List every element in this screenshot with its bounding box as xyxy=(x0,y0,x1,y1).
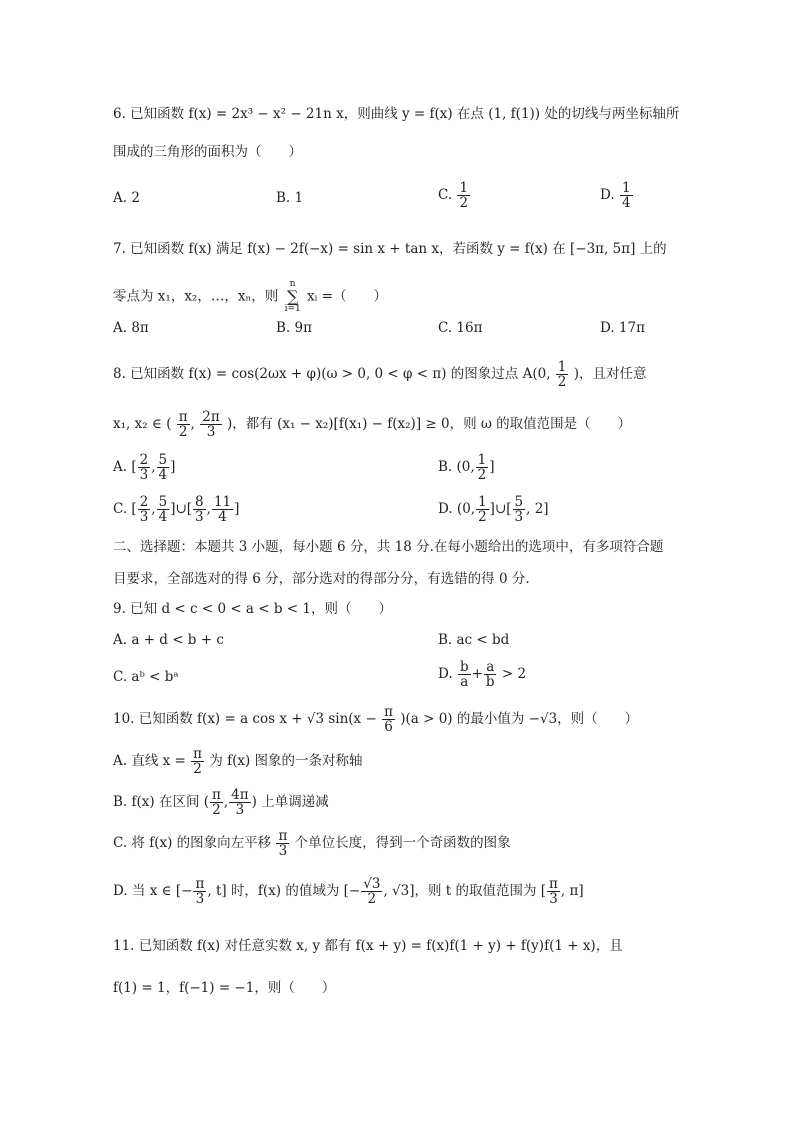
q8-interval-right-fraction: $\frac{2\pi}{3}$ xyxy=(202,409,220,441)
q9-option-a: A. a + d < b + c xyxy=(113,632,224,648)
q7-option-b: B. 9π xyxy=(276,320,312,336)
q6-option-d xyxy=(600,181,634,210)
q9-stem: 9. 已知 d < c < 0 < a < b < 1，则（ ） xyxy=(113,601,393,617)
q6-option-c-fraction: $\frac{1}{2}$ xyxy=(459,180,469,212)
section2-instructions-line1: 二、选择题：本题共 3 小题，每小题 6 分，共 18 分.在每小题给出的选项中，有多项符合题 xyxy=(113,539,664,555)
q9-option-c: C. aᵇ < bᵃ xyxy=(113,669,179,685)
q10-option-a: A. 直线 x = $\frac{\pi}{2}$ 为 f(x) 图象的一条对称轴 xyxy=(113,746,363,778)
q6-option-a: A. 2 xyxy=(113,190,140,206)
q8-option-d: D. (0, $\frac{1}{2}$ ]∪[ $\frac{5}{3}$ , 2] xyxy=(438,494,549,526)
q6-option-b: B. 1 xyxy=(276,190,304,206)
q10-option-b: B. f(x) 在区间 ( $\frac{\pi}{2}$ , $\frac{4\pi}{3}$ ) 上单调递减 xyxy=(113,787,329,819)
q8-option-a: A. [ $\frac{2}{3}$ , $\frac{5}{4}$ ] xyxy=(113,452,176,484)
q8-stem-line2: x₁, x₂ ∈ ( $\frac{\pi}{2}$ , $\frac{2\pi}{3}$ )，都有 (x₁ − x₂)[f(x₁) − f(x₂)] ≥ 0，则 ω 的取值范围是（ ） xyxy=(113,409,632,441)
q8-option-c: C. [ $\frac{2}{3}$ , $\frac{5}{4}$ ]∪[ $\frac{8}{3}$ , $\frac{11}{4}$ ] xyxy=(113,494,240,526)
q9-option-d: D. $\frac{b}{a}$ + $\frac{a}{b}$ > 2 xyxy=(438,659,527,691)
q8-stem-line1: 8. 已知函数 f(x) = cos(2ωx + φ)(ω > 0, 0 < φ < π) 的图象过点 A(0, $\frac{1}{2}$ )，且对任意 xyxy=(113,359,647,391)
q6-stem-line1: 6. 已知函数 f(x) = 2x³ − x² − 21n x，则曲线 y = f(x) 在点 (1, f(1)) 处的切线与两坐标轴所 xyxy=(113,106,680,122)
q8-interval-left-fraction: $\frac{\pi}{2}$ xyxy=(178,409,188,441)
q11-stem-line1: 11. 已知函数 f(x) 对任意实数 x, y 都有 f(x + y) = f(x)f(1 + y) + f(y)f(1 + x)，且 xyxy=(113,938,623,954)
q7-option-a: A. 8π xyxy=(113,320,149,336)
summation-symbol: n ∑ i=1 xyxy=(284,279,301,314)
q8-point-fraction: $\frac{1}{2}$ xyxy=(557,359,567,391)
q10-option-d: D. 当 x ∈ [− $\frac{\pi}{3}$ , t] 时，f(x) 的值域为 [− $\frac{√3}{2}$ , √3]，则 t 的取值范围为 [ $\frac{\pi}{3}$ , π] xyxy=(113,876,584,908)
q7-stem-line2: 零点为 x₁，x₂，…，xₙ，则 n ∑ i=1 xᵢ =（ ） xyxy=(113,279,387,314)
q6-stem-line2: 围成的三角形的面积为（ ） xyxy=(113,144,302,160)
q6-option-c-label: C. xyxy=(438,187,453,204)
q6-option-d-fraction: $\frac{1}{4}$ xyxy=(621,180,631,212)
q10-option-c: C. 将 f(x) 的图象向左平移 $\frac{\pi}{3}$ 个单位长度，得到一个奇函数的图象 xyxy=(113,828,511,860)
q6-option-d-label: D. xyxy=(600,187,615,204)
q8-option-b: B. (0, $\frac{1}{2}$ ] xyxy=(438,452,495,484)
q7-option-d: D. 17π xyxy=(600,320,645,336)
q6-option-c xyxy=(438,181,471,210)
q7-option-c: C. 16π xyxy=(438,320,483,336)
q9-option-b: B. ac < bd xyxy=(438,632,510,648)
q10-stem: 10. 已知函数 f(x) = a cos x + √3 sin(x − $\frac{\pi}{6}$ )(a > 0) 的最小值为 −√3，则（ ） xyxy=(113,704,639,736)
section2-instructions-line2: 目要求，全部选对的得 6 分，部分选对的得部分分，有选错的得 0 分. xyxy=(113,571,530,587)
q7-stem-line1: 7. 已知函数 f(x) 满足 f(x) − 2f(−x) = sin x + tan x，若函数 y = f(x) 在 [−3π, 5π] 上的 xyxy=(113,241,667,257)
q11-stem-line2: f(1) = 1，f(−1) = −1，则（ ） xyxy=(113,980,336,996)
